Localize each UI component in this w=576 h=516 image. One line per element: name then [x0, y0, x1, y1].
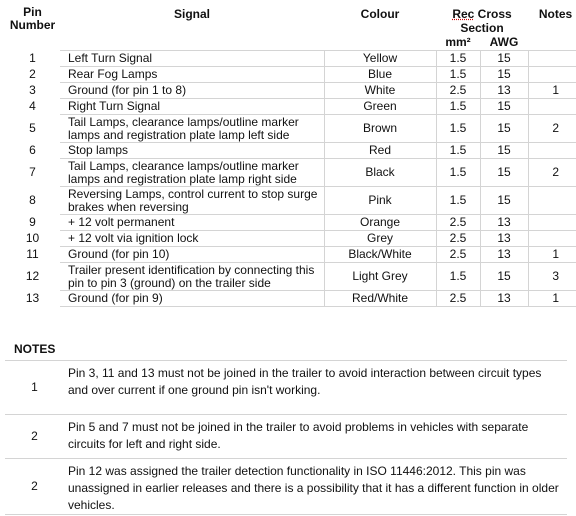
note-ref-cell — [528, 215, 576, 231]
awg-cell: 15 — [480, 159, 528, 187]
mm2-cell: 1.5 — [436, 263, 480, 291]
awg-cell: 15 — [480, 51, 528, 67]
table-row — [5, 247, 576, 263]
note-row — [5, 415, 567, 459]
mm2-cell: 1.5 — [436, 187, 480, 215]
pin-number-cell: 2 — [29, 67, 36, 81]
colour-cell: Pink — [324, 187, 436, 215]
table-row — [5, 215, 576, 231]
note-ref-cell — [528, 99, 576, 115]
pin-number-cell: 7 — [29, 165, 36, 179]
awg-cell: 13 — [480, 215, 528, 231]
mm2-cell: 2.5 — [436, 215, 480, 231]
colour-cell: Blue — [324, 67, 436, 83]
table-row — [5, 51, 576, 67]
signal-cell: Left Turn Signal — [60, 51, 324, 67]
rec-cross-section-header — [436, 6, 528, 22]
awg-cell: 13 — [480, 247, 528, 263]
mm2-cell: 1.5 — [436, 115, 480, 143]
signal-cell: + 12 volt via ignition lock — [60, 231, 324, 247]
section-header: Section — [460, 21, 504, 35]
signal-cell: Trailer present identification by connecting this pin to pin 3 (ground) on the trailer side — [60, 263, 324, 291]
pin-number-cell: 3 — [29, 83, 36, 97]
table-row — [5, 231, 576, 247]
awg-cell: 15 — [480, 99, 528, 115]
pin-number-cell: 9 — [29, 215, 36, 229]
awg-cell: 13 — [480, 291, 528, 307]
note-ref-cell — [528, 143, 576, 159]
colour-cell: Yellow — [324, 51, 436, 67]
note-text: Pin 5 and 7 must not be joined in the trailer to avoid problems in vehicles with separate circuits for left and right side. — [64, 415, 567, 459]
mm2-cell: 2.5 — [436, 291, 480, 307]
note-text: Pin 12 was assigned the trailer detection functionality in ISO 11446:2012. This pin was unassigned in earlier releases and there is a possibility that it has a different function in older vehicles. — [64, 459, 567, 515]
pin-number-cell: 5 — [29, 121, 36, 135]
pin-number-cell: 4 — [29, 99, 36, 113]
note-ref-cell: 2 — [528, 159, 576, 187]
colour-cell: Black/White — [324, 247, 436, 263]
colour-cell: Light Grey — [324, 263, 436, 291]
notes-title: NOTES — [14, 342, 56, 356]
table-row — [5, 67, 576, 83]
mm2-cell: 1.5 — [436, 67, 480, 83]
mm2-cell: 2.5 — [436, 231, 480, 247]
notes-header: Notes — [538, 6, 573, 21]
colour-cell: Green — [324, 99, 436, 115]
signal-cell: Reversing Lamps, control current to stop surge brakes when reversing — [60, 187, 324, 215]
table-row — [5, 159, 576, 187]
note-ref-cell: 3 — [528, 263, 576, 291]
awg-cell: 15 — [480, 67, 528, 83]
note-number: 2 — [5, 415, 64, 459]
note-ref-cell — [528, 231, 576, 247]
note-number: 1 — [5, 361, 64, 415]
note-ref-cell — [528, 67, 576, 83]
pin-number-cell: 1 — [29, 51, 36, 65]
awg-cell: 15 — [480, 187, 528, 215]
note-row — [5, 361, 567, 415]
colour-cell: Black — [324, 159, 436, 187]
notes-table — [5, 360, 567, 515]
signal-cell: Tail Lamps, clearance lamps/outline marker lamps and registration plate lamp left side — [60, 115, 324, 143]
mm2-cell: 2.5 — [436, 83, 480, 99]
colour-cell: Red — [324, 143, 436, 159]
awg-cell: 15 — [480, 115, 528, 143]
note-number: 2 — [5, 459, 64, 515]
colour-header: Colour — [360, 6, 400, 21]
note-ref-cell — [528, 51, 576, 67]
awg-header: AWG — [489, 35, 519, 49]
colour-cell: Orange — [324, 215, 436, 231]
cross-label: Cross — [474, 6, 512, 21]
pin-number-cell: 11 — [26, 247, 39, 261]
table-row — [5, 99, 576, 115]
mm2-cell: 1.5 — [436, 159, 480, 187]
table-row — [5, 115, 576, 143]
awg-cell: 13 — [480, 83, 528, 99]
note-ref-cell: 1 — [528, 291, 576, 307]
table-row — [5, 83, 576, 99]
mm2-cell: 2.5 — [436, 247, 480, 263]
table-row — [5, 187, 576, 215]
rec-label: Rec — [452, 6, 475, 21]
signal-cell: Ground (for pin 10) — [60, 247, 324, 263]
note-ref-cell: 1 — [528, 83, 576, 99]
signal-cell: + 12 volt permanent — [60, 215, 324, 231]
signal-cell: Rear Fog Lamps — [60, 67, 324, 83]
signal-cell: Ground (for pin 9) — [60, 291, 324, 307]
awg-cell: 15 — [480, 263, 528, 291]
colour-cell: Red/White — [324, 291, 436, 307]
pin-number-cell: 12 — [25, 269, 40, 283]
note-ref-cell: 1 — [528, 247, 576, 263]
colour-cell: Brown — [324, 115, 436, 143]
header-row — [5, 6, 576, 22]
pin-number-cell: 8 — [29, 193, 36, 207]
pin-number-cell: 13 — [25, 291, 40, 305]
signal-cell: Stop lamps — [60, 143, 324, 159]
table-row — [5, 263, 576, 291]
signal-cell: Ground (for pin 1 to 8) — [60, 83, 324, 99]
note-row — [5, 459, 567, 515]
pin-number-cell: 10 — [25, 231, 40, 245]
table-row — [5, 143, 576, 159]
note-ref-cell: 2 — [528, 115, 576, 143]
pin-number-header: Pin Number — [9, 5, 56, 32]
pin-number-cell: 6 — [29, 143, 36, 157]
mm2-header: mm² — [445, 35, 471, 49]
signal-cell: Right Turn Signal — [60, 99, 324, 115]
signal-cell: Tail Lamps, clearance lamps/outline marker lamps and registration plate lamp right side — [60, 159, 324, 187]
pin-table — [5, 6, 576, 307]
mm2-cell: 1.5 — [436, 99, 480, 115]
note-text: Pin 3, 11 and 13 must not be joined in the trailer to avoid interaction between circuit types and over current if one ground pin isn't working. — [64, 361, 567, 415]
awg-cell: 13 — [480, 231, 528, 247]
mm2-cell: 1.5 — [436, 51, 480, 67]
colour-cell: Grey — [324, 231, 436, 247]
note-ref-cell — [528, 187, 576, 215]
colour-cell: White — [324, 83, 436, 99]
signal-header: Signal — [173, 6, 210, 21]
awg-cell: 15 — [480, 143, 528, 159]
mm2-cell: 1.5 — [436, 143, 480, 159]
table-row — [5, 291, 576, 307]
